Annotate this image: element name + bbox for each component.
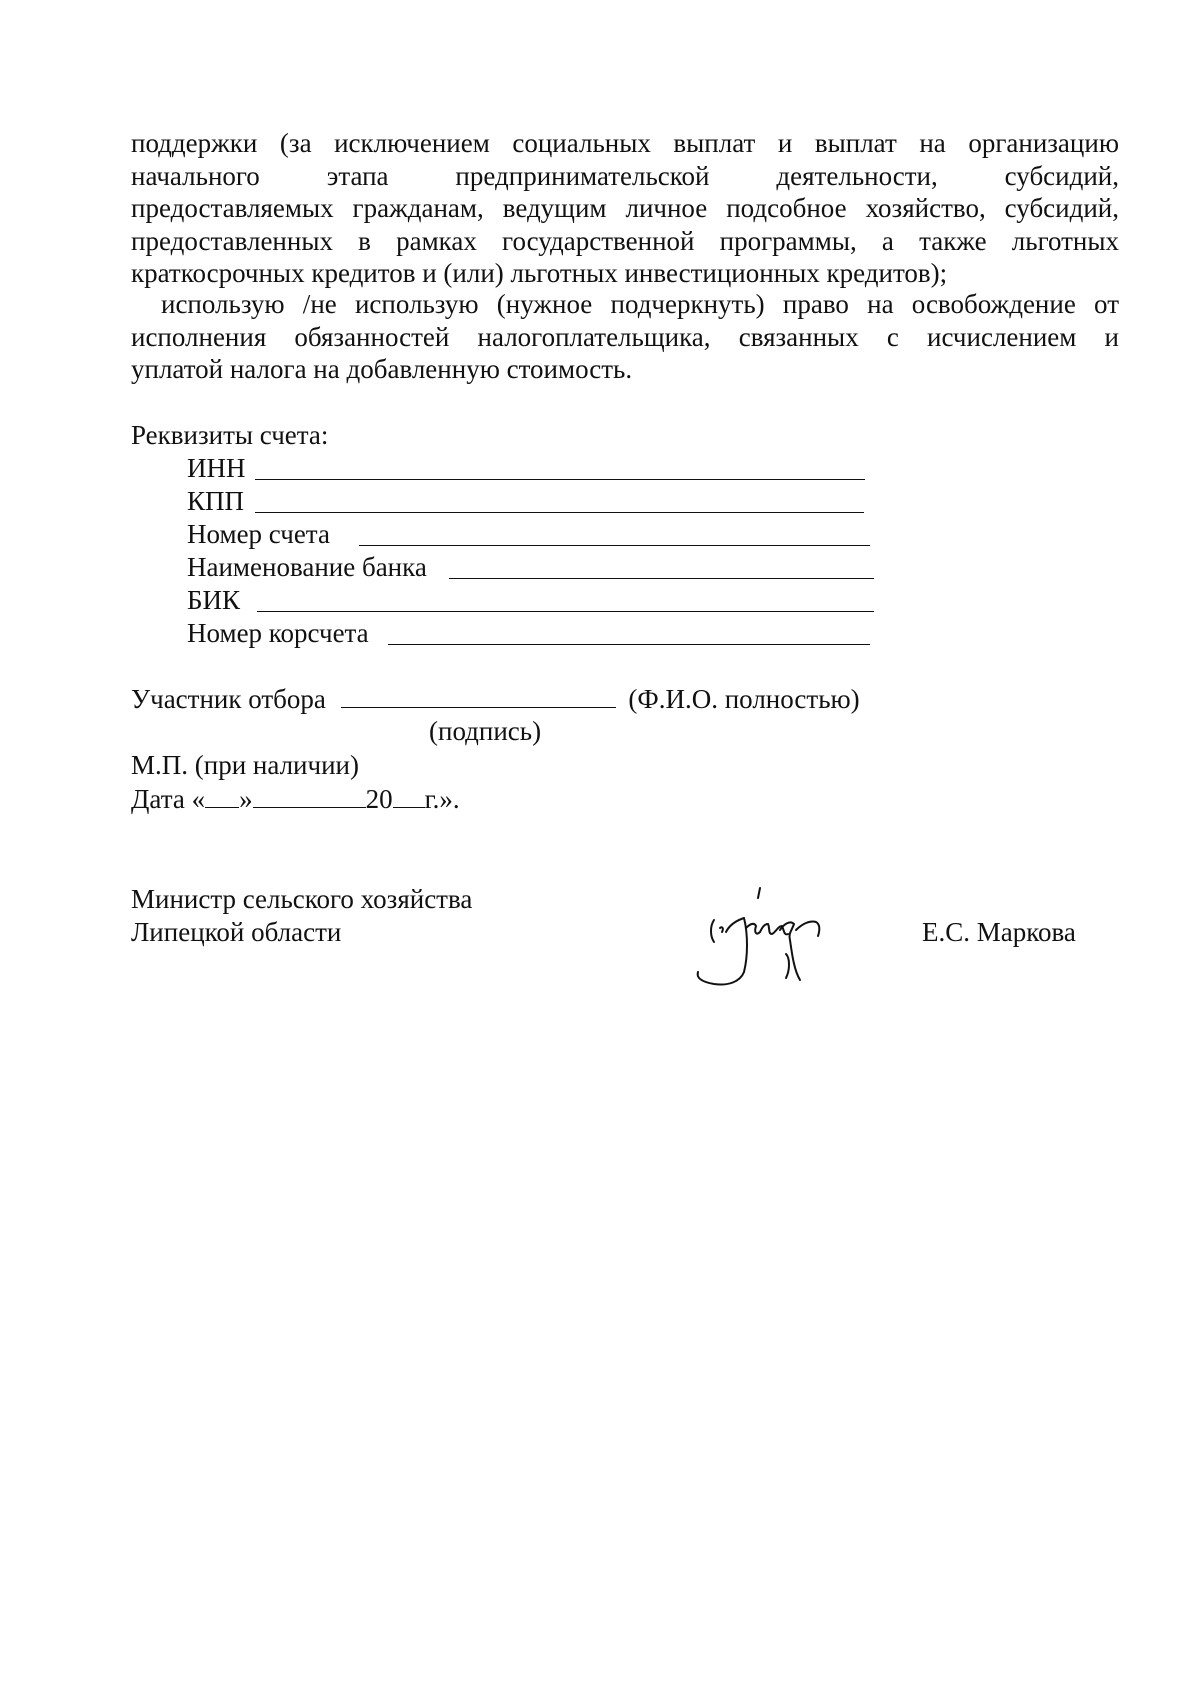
corr-account-blank-line[interactable] (388, 644, 870, 645)
participant-row (131, 683, 860, 715)
date-year-blank[interactable] (393, 785, 425, 808)
paragraph-line: использую /не использую (нужное подчеркнуть) право на освобождение от (161, 289, 1119, 319)
account-number-blank-line[interactable] (359, 545, 870, 546)
signature-hint: (подпись) (429, 716, 542, 746)
bik-blank-line[interactable] (257, 611, 874, 612)
kpp-label: КПП (187, 486, 245, 516)
date-row (131, 783, 460, 815)
date-year-prefix: 20 (365, 784, 393, 814)
kpp-field[interactable] (187, 485, 867, 517)
date-mid: » (239, 784, 253, 814)
account-number-field[interactable] (187, 518, 873, 550)
bank-name-label: Наименование банка (187, 552, 427, 582)
stamp-note: М.П. (при наличии) (131, 750, 359, 780)
participant-signature-blank[interactable] (341, 685, 616, 708)
paragraph-line: начального этапа предпринимательской деятельности, субсидий, (131, 160, 1119, 191)
date-suffix: г.». (424, 784, 460, 814)
footer-signer-name: Е.С. Маркова (922, 917, 1076, 947)
paragraph-line: исполнения обязанностей налогоплательщика, связанных с исчислением и (131, 321, 1119, 352)
paragraph-support-exclusions (131, 127, 1119, 290)
paragraph-line: уплатой налога на добавленную стоимость. (131, 354, 633, 384)
date-month-blank[interactable] (253, 785, 366, 808)
paragraph-line: предоставляемых гражданам, ведущим личное подсобное хозяйство, субсидий, (131, 193, 1119, 223)
account-number-label: Номер счета (187, 519, 330, 549)
corr-account-field[interactable] (187, 617, 873, 649)
footer-position-line2: Липецкой области (131, 917, 342, 947)
paragraph-line: предоставленных в рамках государственной программы, а также льготных (131, 225, 1119, 256)
date-day-blank[interactable] (205, 785, 239, 808)
bank-name-field[interactable] (187, 551, 877, 583)
inn-field[interactable] (187, 452, 867, 484)
participant-label: Участник отбора (131, 684, 326, 714)
paragraph-line: краткосрочных кредитов и (или) льготных инвестиционных кредитов); (131, 258, 948, 288)
footer-position-line1: Министр сельского хозяйства (131, 884, 473, 914)
corr-account-label: Номер корсчета (187, 618, 369, 648)
date-prefix: Дата « (131, 784, 206, 814)
inn-blank-line[interactable] (255, 479, 865, 480)
paragraph-vat-exemption (131, 288, 1119, 386)
requisites-heading: Реквизиты счета: (131, 420, 329, 450)
paragraph-line: поддержки (за исключением социальных выплат и выплат на организацию (131, 128, 1119, 158)
bik-label: БИК (187, 585, 241, 615)
handwritten-signature-icon (690, 884, 860, 994)
inn-label: ИНН (187, 453, 246, 483)
participant-name-hint: (Ф.И.О. полностью) (628, 684, 860, 714)
bik-field[interactable] (187, 584, 877, 616)
bank-name-blank-line[interactable] (449, 578, 874, 579)
kpp-blank-line[interactable] (255, 512, 864, 513)
